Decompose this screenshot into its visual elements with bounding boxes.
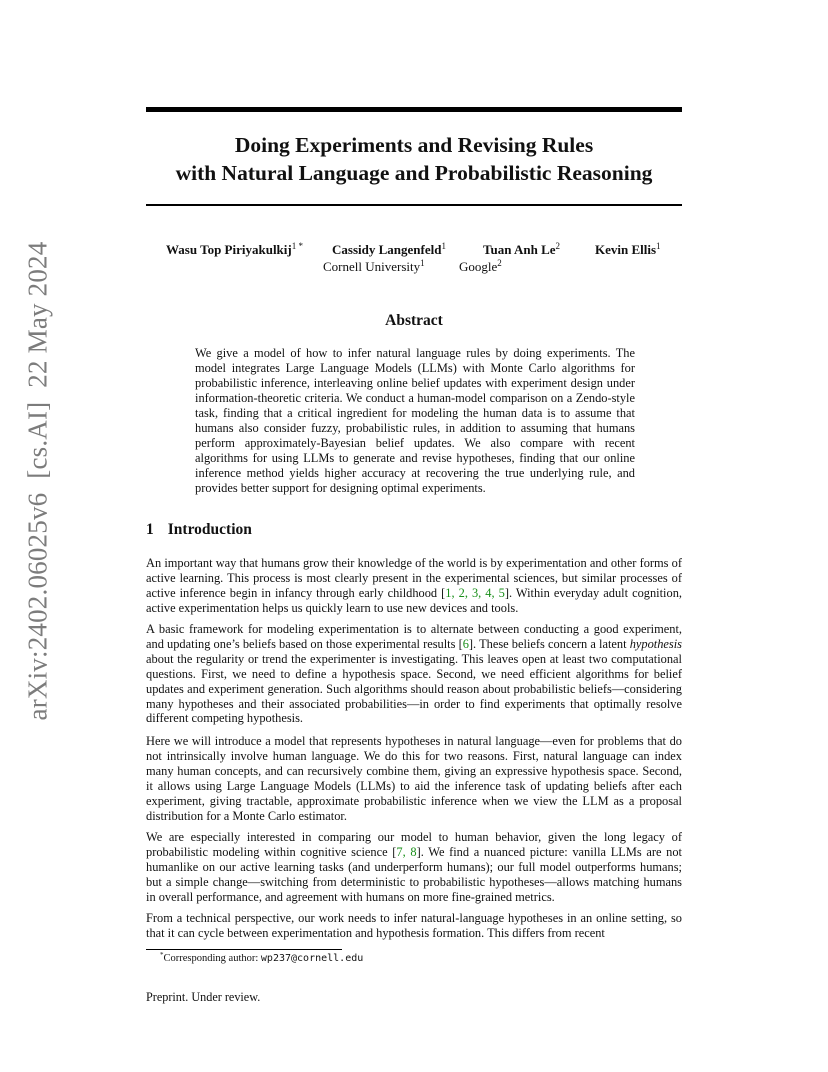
section-heading-introduction — [146, 521, 252, 539]
paragraph-text: ]. These beliefs concern a latent — [468, 636, 630, 651]
affiliation-name: Cornell University — [323, 259, 421, 274]
footnote-label: Corresponding author: — [163, 953, 261, 964]
author-4 — [595, 241, 661, 258]
affiliation-name: Google — [459, 259, 498, 274]
abstract-text: We give a model of how to infer natural language rules by doing experiments. The model integrates Large Language Models (LLMs) with Monte Carlo algorithms for probabilistic inference, interleaving online belief updates with experiment design under information-theoretic criteria. We conduct a human-model comparison on a Zendo-style task, finding that a critical ingredient for modeling the human data is to assume that humans also consider fuzzy, probabilistic rules, in addition to assuming that humans perform approximately-Bayesian belief updates. We also compare with recent algorithms for using LLMs to generate and revise hypotheses, finding that our online inference method yields higher accuracy at recovering the true underlying rule, and provides better support for designing optimal experiments. — [195, 346, 635, 496]
paper-title — [146, 131, 682, 187]
intro-paragraph-5: From a technical perspective, our work needs to infer natural-language hypotheses in an online setting, so that it can cycle between experimentation and hypothesis formation. This differs from recent — [146, 911, 682, 940]
author-email: wp237@cornell.edu — [260, 953, 364, 964]
paragraph-text: ]. Within everyday adult cognition, active experimentation helps us quickly learn to use new devices and tools. — [146, 585, 682, 615]
footnote-mark: * — [160, 951, 164, 959]
author-name: Cassidy Langenfeld — [332, 242, 442, 257]
footnote — [160, 951, 363, 964]
author-affiliation-mark: 2 — [555, 241, 561, 251]
abstract-heading: Abstract — [385, 312, 443, 329]
author-affiliation-mark: 1 — [656, 241, 661, 251]
intro-paragraph-4 — [146, 830, 682, 905]
paragraph-text: ]. We find a nuanced picture: vanilla LLMs are not humanlike on our active learning tasks (and underperform humans); our full model outperforms humans; but a simple change—switching from deterministic to probabilistic hypotheses—allows matching humans in overall performance, and agreement with humans on more fine-grained metrics. — [146, 844, 682, 904]
paragraph-text: We are especially interested in comparing our model to human behavior, given the long legacy of probabilistic modeling within cognitive science [ — [146, 830, 682, 859]
paragraph-text: about the regularity or trend the experimenter is investigating. This leaves open at least two computational questions. First, we need to define a hypothesis space. Second, we need efficient algorithms for belief updates and experiment generation. Such algorithms should reason about probabilistic beliefs—considering many hypotheses and their associated probabilities—in order to find experiments that optimally resolve different competing hypothesis. — [146, 651, 682, 726]
section-number: 1 — [146, 521, 154, 538]
author-name: Kevin Ellis — [595, 242, 657, 257]
author-1 — [166, 241, 303, 258]
intro-paragraph-2 — [146, 622, 682, 726]
preprint-notice: Preprint. Under review. — [146, 990, 261, 1004]
author-2 — [332, 241, 446, 258]
paragraph-text: An important way that humans grow their knowledge of the world is by experimentation and other forms of active learning. This process is most clearly present in the experimental sciences, but similar processes of active inference begin in infancy through early childhood [ — [146, 556, 682, 600]
intro-paragraph-1 — [146, 556, 682, 616]
author-affiliation-mark: 1 * — [291, 241, 303, 251]
citation-link[interactable]: 1, 2, 3, 4, 5 — [445, 585, 505, 600]
section-title: Introduction — [167, 521, 252, 538]
emphasis-hypothesis: hypothesis — [629, 636, 682, 651]
intro-paragraph-3: Here we will introduce a model that represents hypotheses in natural language—even for problems that do not intrinsically involve human language. We do this for two reasons. First, natural language can index many human concepts, and can recursively combine them, giving an expressive hypothesis space. Second, it allows using Large Language Models (LLMs) to aid the inference task of updating beliefs after each experiment, giving tractable, approximate probabilistic inference when we view the LLM as a proposal distribution for a Monte Carlo estimator. — [146, 734, 682, 823]
author-3 — [483, 241, 560, 258]
title-line-1: Doing Experiments and Revising Rules — [234, 133, 594, 157]
paragraph-text: A basic framework for modeling experimentation is to alternate between conducting a good experiment, and updating one’s beliefs based on those experimental results [ — [146, 622, 682, 651]
author-affiliation-mark: 1 — [441, 241, 446, 251]
title-top-rule — [146, 107, 682, 112]
affiliation-mark: 1 — [420, 258, 425, 268]
author-name: Wasu Top Piriyakulkij — [166, 242, 292, 257]
author-name: Tuan Anh Le — [483, 242, 556, 257]
affiliation-1 — [323, 258, 425, 275]
affiliation-2 — [459, 258, 502, 275]
affiliation-mark: 2 — [497, 258, 502, 268]
citation-link[interactable]: 7, 8 — [396, 844, 417, 859]
arxiv-identifier-stamp: arXiv:2402.06025v6 [cs.AI] 22 May 2024 — [22, 241, 53, 721]
title-line-2: with Natural Language and Probabilistic Reasoning — [175, 161, 653, 185]
footnote-rule — [146, 949, 342, 950]
citation-link[interactable]: 6 — [462, 636, 469, 651]
title-bottom-rule — [146, 204, 682, 206]
